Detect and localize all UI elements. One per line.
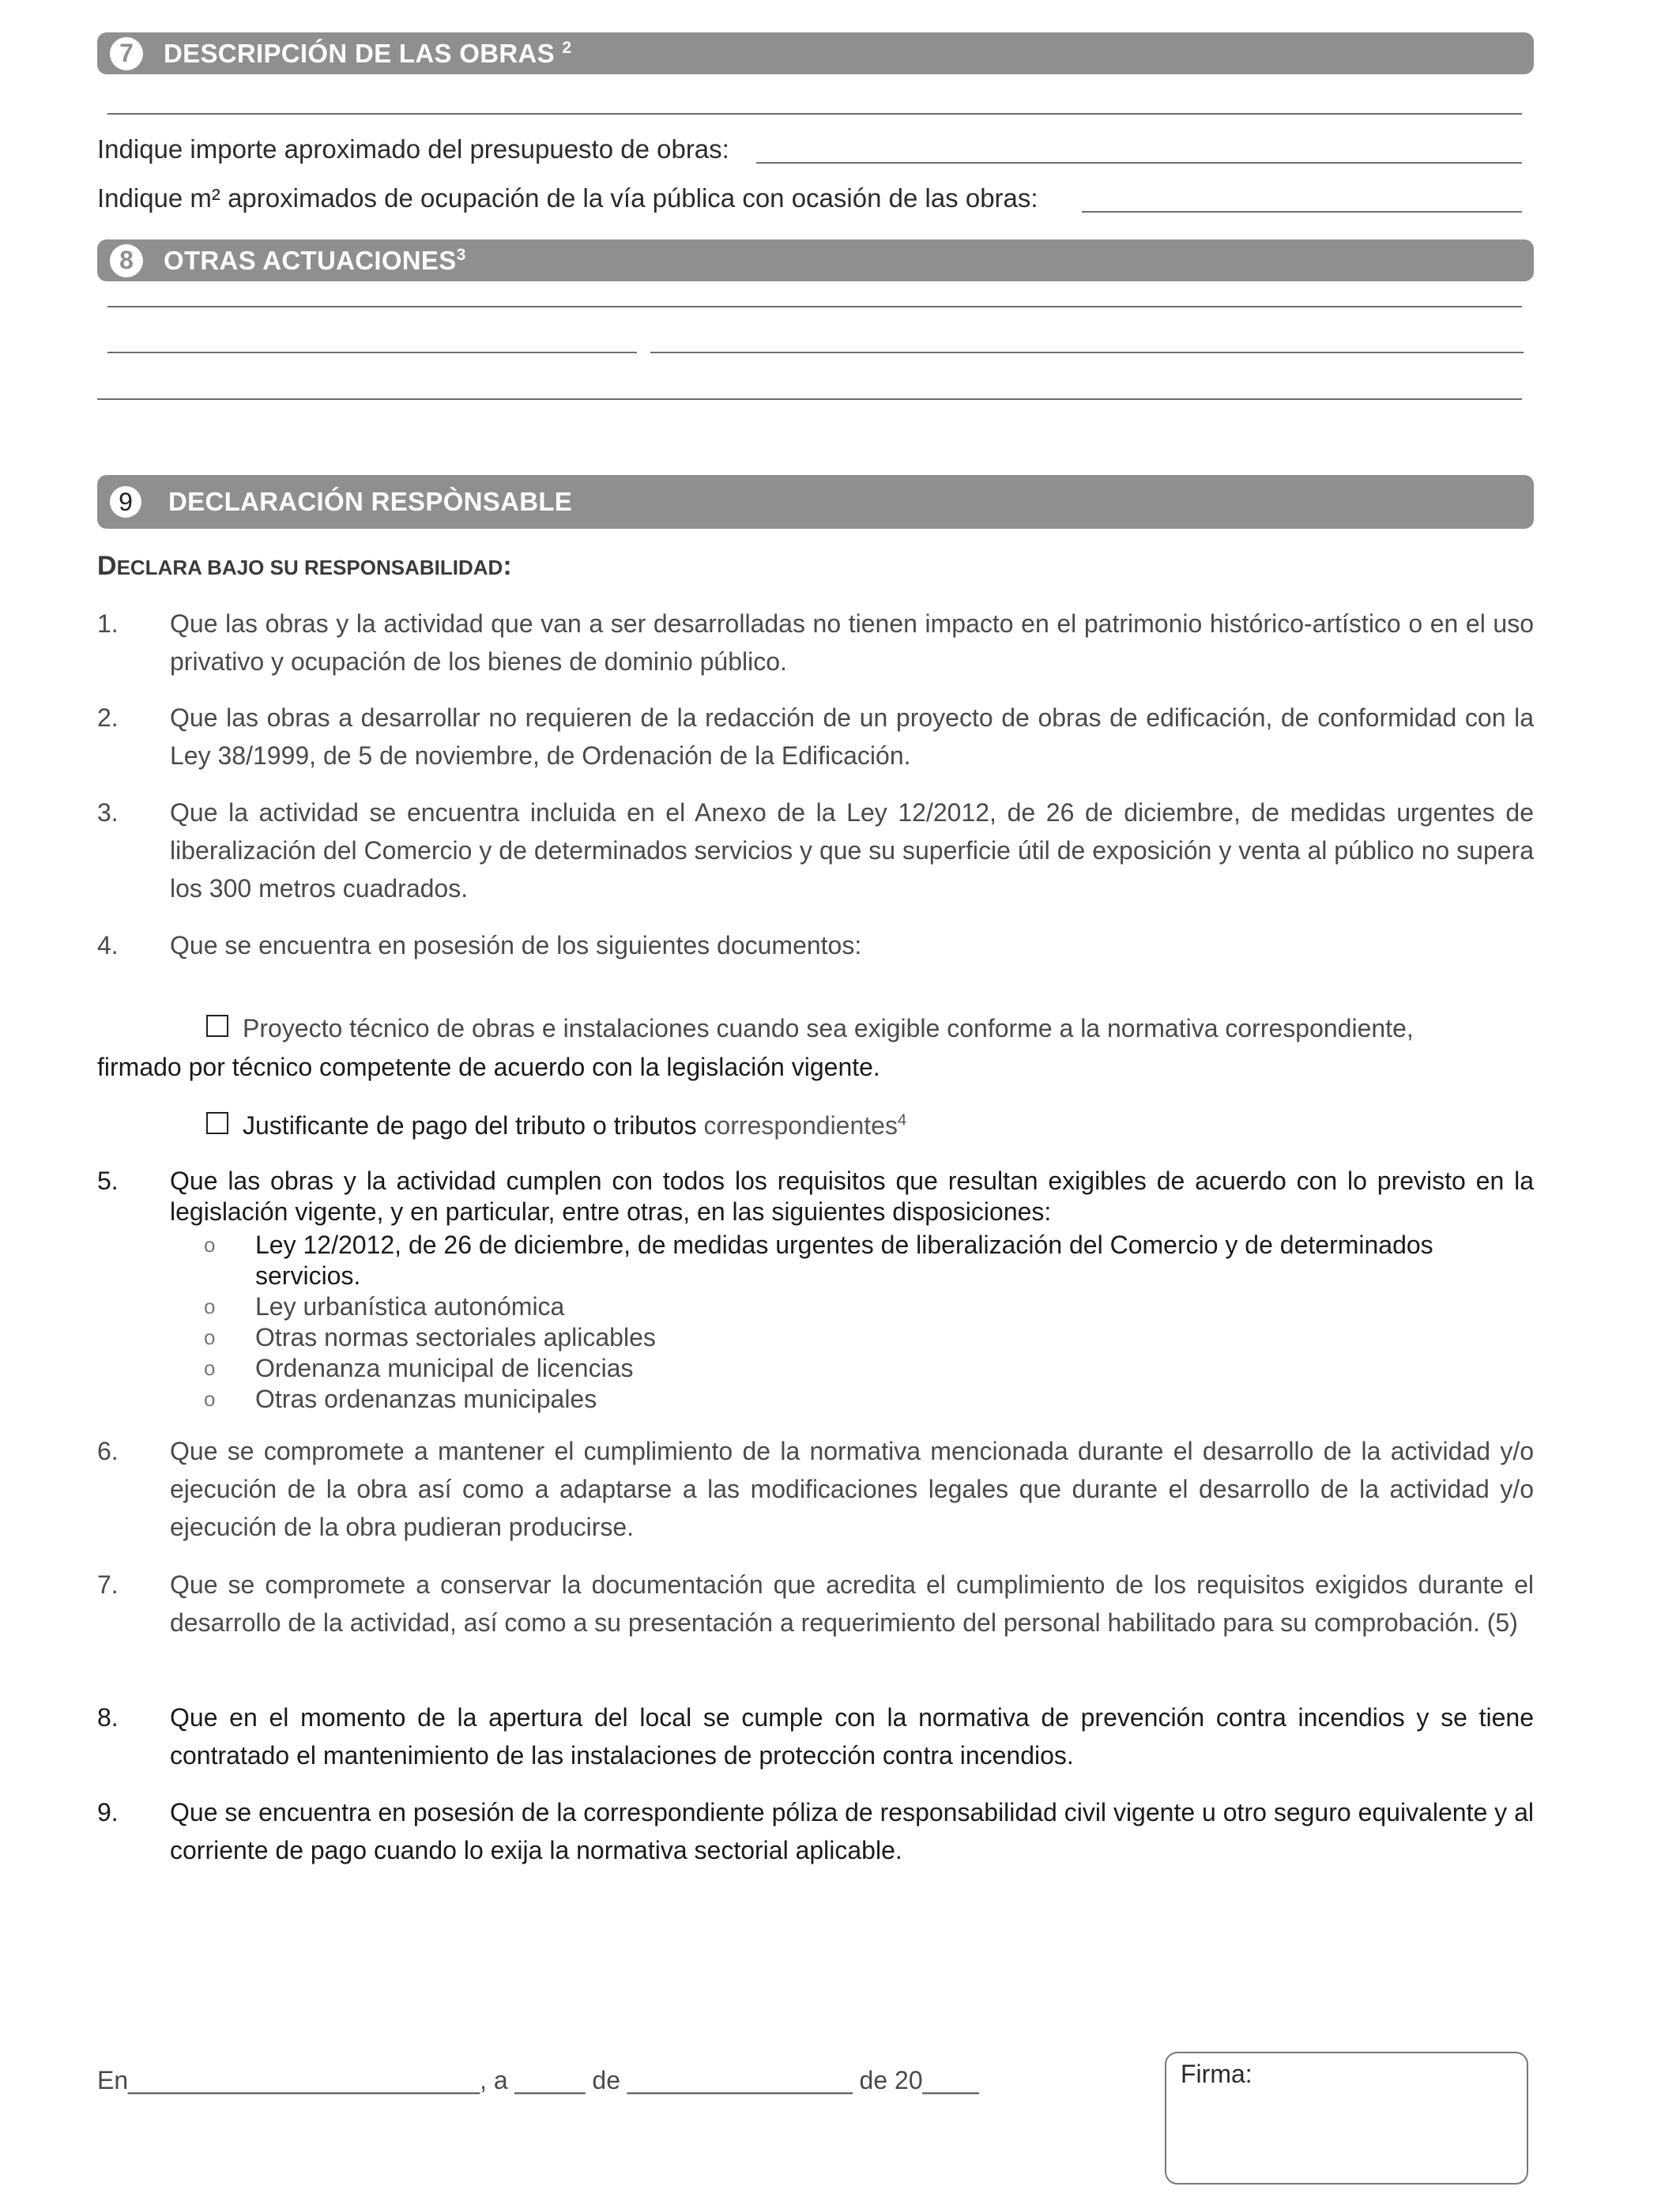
document-option-payment: Justificante de pago del tributo o tributos correspondientes$^4$ bbox=[206, 1111, 906, 1140]
area-label: Indique m² aproximados de ocupación de la vía pública con ocasión de las obras: bbox=[97, 183, 1038, 213]
section-title: DECLARACIÓN RESPÒNSABLE bbox=[168, 487, 573, 516]
section-number-badge: 8 bbox=[110, 244, 143, 277]
section-header-8 bbox=[97, 239, 1534, 281]
section-header-7 bbox=[97, 32, 1534, 74]
section-number-badge: 7 bbox=[110, 37, 143, 70]
signature-label: Firma: bbox=[1181, 2060, 1252, 2088]
other-actions-line-2a[interactable] bbox=[107, 352, 637, 353]
section-number-badge: 9 bbox=[110, 486, 141, 518]
place-date-line[interactable]: En_________________________, a _____ de ________________ de 20____ bbox=[97, 2066, 979, 2094]
area-field[interactable] bbox=[1082, 211, 1522, 213]
declara-heading: DECLARA BAJO SU RESPONSABILIDAD: bbox=[97, 551, 512, 581]
other-actions-line-1[interactable] bbox=[107, 306, 1522, 307]
section-title: DESCRIPCIÓN DE LAS OBRAS $^2$ bbox=[164, 38, 572, 68]
payment-checkbox[interactable] bbox=[206, 1112, 228, 1134]
signature-box[interactable] bbox=[1165, 2052, 1528, 2185]
description-line[interactable] bbox=[107, 113, 1522, 115]
section-title: OTRAS ACTUACIONES$^3$ bbox=[164, 245, 466, 275]
document-option-project-cont: firmado por técnico competente de acuerdo con la legislación vigente. bbox=[97, 1053, 880, 1081]
section-header-9 bbox=[97, 475, 1534, 529]
project-checkbox[interactable] bbox=[206, 1015, 228, 1037]
budget-field[interactable] bbox=[756, 162, 1522, 164]
budget-label: Indique importe aproximado del presupuesto de obras: bbox=[97, 134, 729, 164]
other-actions-line-3[interactable] bbox=[97, 398, 1522, 400]
document-option-project: Proyecto técnico de obras e instalaciones cuando sea exigible conforme a la normativa correspondiente, bbox=[206, 1014, 1414, 1043]
other-actions-line-2b[interactable] bbox=[650, 352, 1524, 353]
